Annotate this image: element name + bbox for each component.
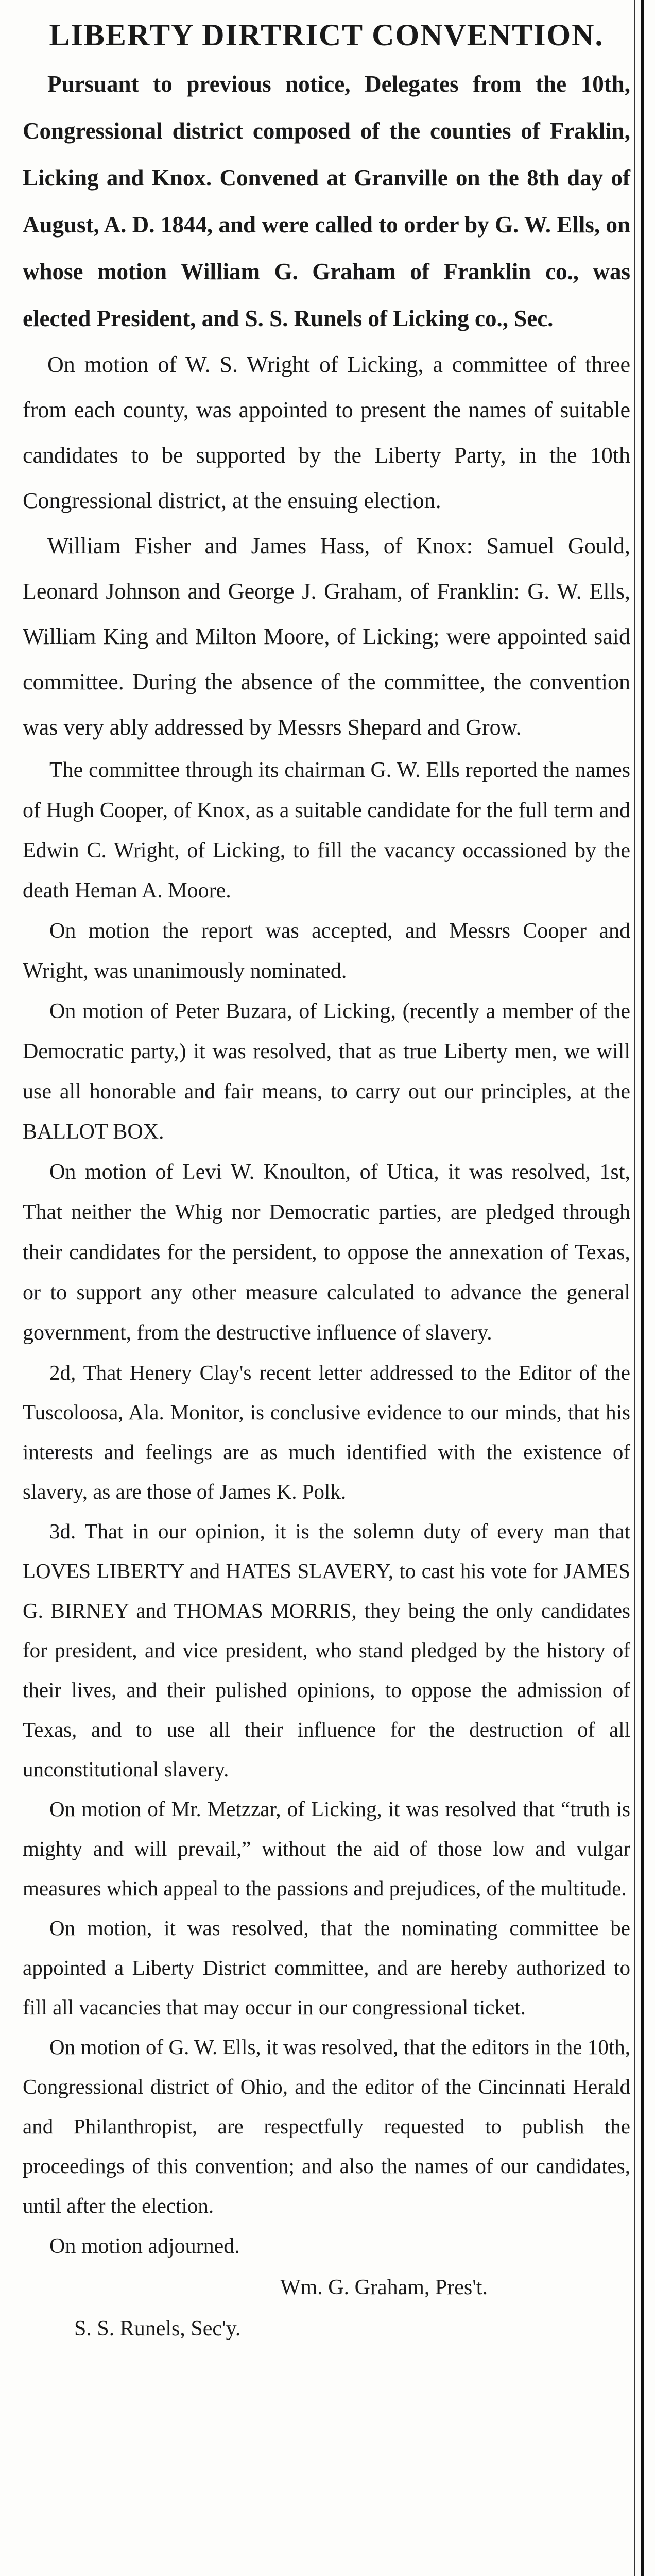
paragraph-committee-report: The committee through its chairman G. W. Ells reported the names of Hugh Cooper, of Knox, as a suitable candidate for the full term and Edwin C. Wright, of Licking, to fill the vacancy occassioned by the death Heman A. Moore. bbox=[23, 758, 630, 903]
article-title: LIBERTY DIRTRICT CONVENTION. bbox=[49, 18, 604, 52]
paragraph-resolution-third: 3d. That in our opinion, it is the solemn duty of every man that LOVES LIBERTY and HATES SLAVERY, to cast his vote for JAMES G. BIRNEY and THOMAS MORRIS, they being the only candidates for president, and vice president, who stand pledged by the history of their lives, and their pulished opinions, to oppose the admission of Texas, and to use all their influence for the destruction of all unconstitutional slavery. bbox=[23, 1519, 630, 1781]
column-rule-thin bbox=[634, 0, 635, 2576]
signature-president: Wm. G. Graham, Pres't. bbox=[280, 2276, 488, 2299]
paragraph-district-committee: On motion, it was resolved, that the nominating committee be appointed a Liberty District committee, and are hereby authorized to fill all vacancies that may occur in our congressional ticket. bbox=[23, 1916, 630, 2019]
paragraph-resolution-second: 2d, That Henery Clay's recent letter addressed to the Editor of the Tuscoloosa, Ala. Monitor, is conclusive evidence to our minds, that his interests and feelings are as much identified with the existence of slavery, as are those of James K. Polk. bbox=[23, 1361, 630, 1503]
paragraph-editors-request: On motion of G. W. Ells, it was resolved, that the editors in the 10th, Congressional district of Ohio, and the editor of the Cincinnati Herald and Philanthropist, are respectfully requested to publish the proceedings of this convention; and also the names of our candidates, until after the election. bbox=[23, 2035, 630, 2217]
article-column bbox=[23, 11, 630, 2349]
paragraph-committee-motion: On motion of W. S. Wright of Licking, a committee of three from each county, was appointed to present the names of suitable candidates to be supported by the Liberty Party, in the 10th Congressional district, at the ensuing election. bbox=[23, 352, 630, 513]
signature-secretary: S. S. Runels, Sec'y. bbox=[74, 2317, 241, 2341]
closing-adjourned: On motion adjourned. bbox=[49, 2234, 240, 2258]
paragraph-resolution-first: On motion of Levi W. Knoulton, of Utica, it was resolved, 1st, That neither the Whig nor Democratic parties, are pledged through their candidates for the persident, to oppose the annexation of Texas, or to support any other measure calculated to advance the general government, from the destructive influence of slavery. bbox=[23, 1160, 630, 1345]
column-rule bbox=[641, 0, 644, 2576]
paragraph-committee-members: William Fisher and James Hass, of Knox: Samuel Gould, Leonard Johnson and George J. Graham, of Franklin: G. W. Ells, William King and Milton Moore, of Licking; were appointed said committee. During the absence of the committee, the convention was very ably addressed by Messrs Shepard and Grow. bbox=[23, 533, 630, 740]
paragraph-preamble: Pursuant to previous notice, Delegates from the 10th, Congressional district composed of the counties of Fraklin, Licking and Knox. Convened at Granville on the 8th day of August, A. D. 1844, and were called to order by G. W. Ells, on whose motion William G. Graham of Franklin co., was elected President, and S. S. Runels of Licking co., Sec. bbox=[23, 71, 630, 331]
paragraph-buzara-motion: On motion of Peter Buzara, of Licking, (recently a member of the Democratic party,) it was resolved, that as true Liberty men, we will use all honorable and fair means, to carry out our principles, at the BALLOT BOX. bbox=[23, 999, 630, 1144]
paragraph-report-accepted: On motion the report was accepted, and Messrs Cooper and Wright, was unanimously nominated. bbox=[23, 919, 630, 983]
paragraph-metzzar-motion: On motion of Mr. Metzzar, of Licking, it was resolved that “truth is mighty and will prevail,” without the aid of those low and vulgar measures which appeal to the passions and prejudices, of the multitude. bbox=[23, 1797, 630, 1900]
